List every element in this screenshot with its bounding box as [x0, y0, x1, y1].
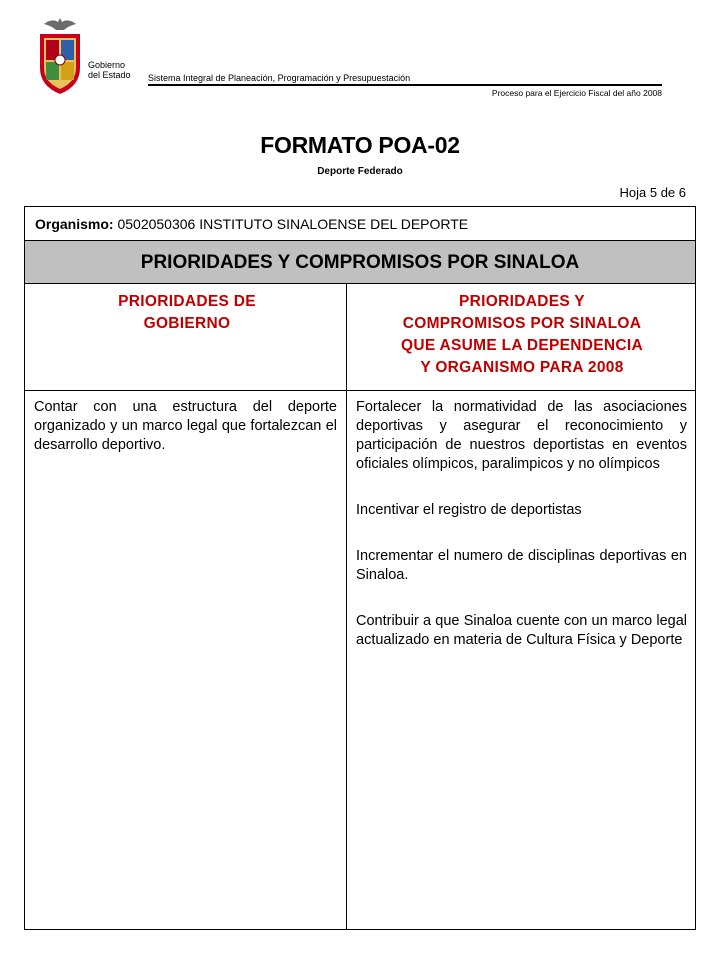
right-header-line: PRIORIDADES Y	[459, 293, 585, 310]
commitment-item: Incentivar el registro de deportistas	[356, 502, 582, 518]
section-title: PRIORIDADES Y COMPROMISOS POR SINALOA	[25, 241, 695, 284]
gobierno-label	[88, 60, 131, 80]
process-text: Proceso para el Ejercicio Fiscal del año 2008	[491, 88, 662, 98]
right-header-line: COMPROMISOS POR SINALOA	[402, 315, 642, 332]
page-number: Hoja 5 de 6	[619, 185, 686, 200]
government-priority-cell	[34, 398, 337, 477]
priorities-table	[24, 206, 696, 930]
commitment-item: Incrementar el numero de disciplinas deportivas en Sinaloa.	[356, 548, 687, 583]
government-priority-text: Contar con una estructura del deporte organizado y un marco legal que fortalezcan el desarrollo deportivo.	[34, 399, 337, 453]
header-divider	[148, 84, 662, 86]
state-coat-of-arms-icon	[36, 16, 84, 98]
left-header-line: PRIORIDADES DE	[118, 293, 256, 310]
organismo-row	[25, 207, 695, 241]
column-divider	[346, 284, 347, 930]
organismo-value: 0502050306 INSTITUTO SINALOENSE DEL DEPORTE	[117, 216, 469, 232]
right-header-line: QUE ASUME LA DEPENDENCIA	[400, 337, 643, 354]
gobierno-line1: Gobierno	[88, 60, 126, 70]
system-name: Sistema Integral de Planeación, Programación y Presupuestación	[148, 73, 411, 83]
document-title: FORMATO POA-02	[260, 132, 460, 158]
organismo-label: Organismo:	[35, 216, 114, 232]
header-row-divider	[25, 390, 695, 391]
commitment-item: Contribuir a que Sinaloa cuente con un marco legal actualizado en materia de Cultura Física y Deporte	[356, 613, 687, 648]
right-header-line: Y ORGANISMO PARA 2008	[420, 359, 624, 376]
right-column-header	[355, 291, 689, 379]
commitments-cell	[356, 398, 687, 677]
left-column-header	[39, 291, 335, 335]
gobierno-line2: del Estado	[88, 70, 131, 80]
document-subtitle: Deporte Federado	[317, 166, 403, 177]
left-header-line: GOBIERNO	[143, 315, 231, 332]
commitment-item: Fortalecer la normatividad de las asociaciones deportivas y asegurar el reconocimiento y participación de nuestros deportistas en eventos oficiales olímpicos, paralimpicos y no olímpicos	[356, 399, 687, 472]
